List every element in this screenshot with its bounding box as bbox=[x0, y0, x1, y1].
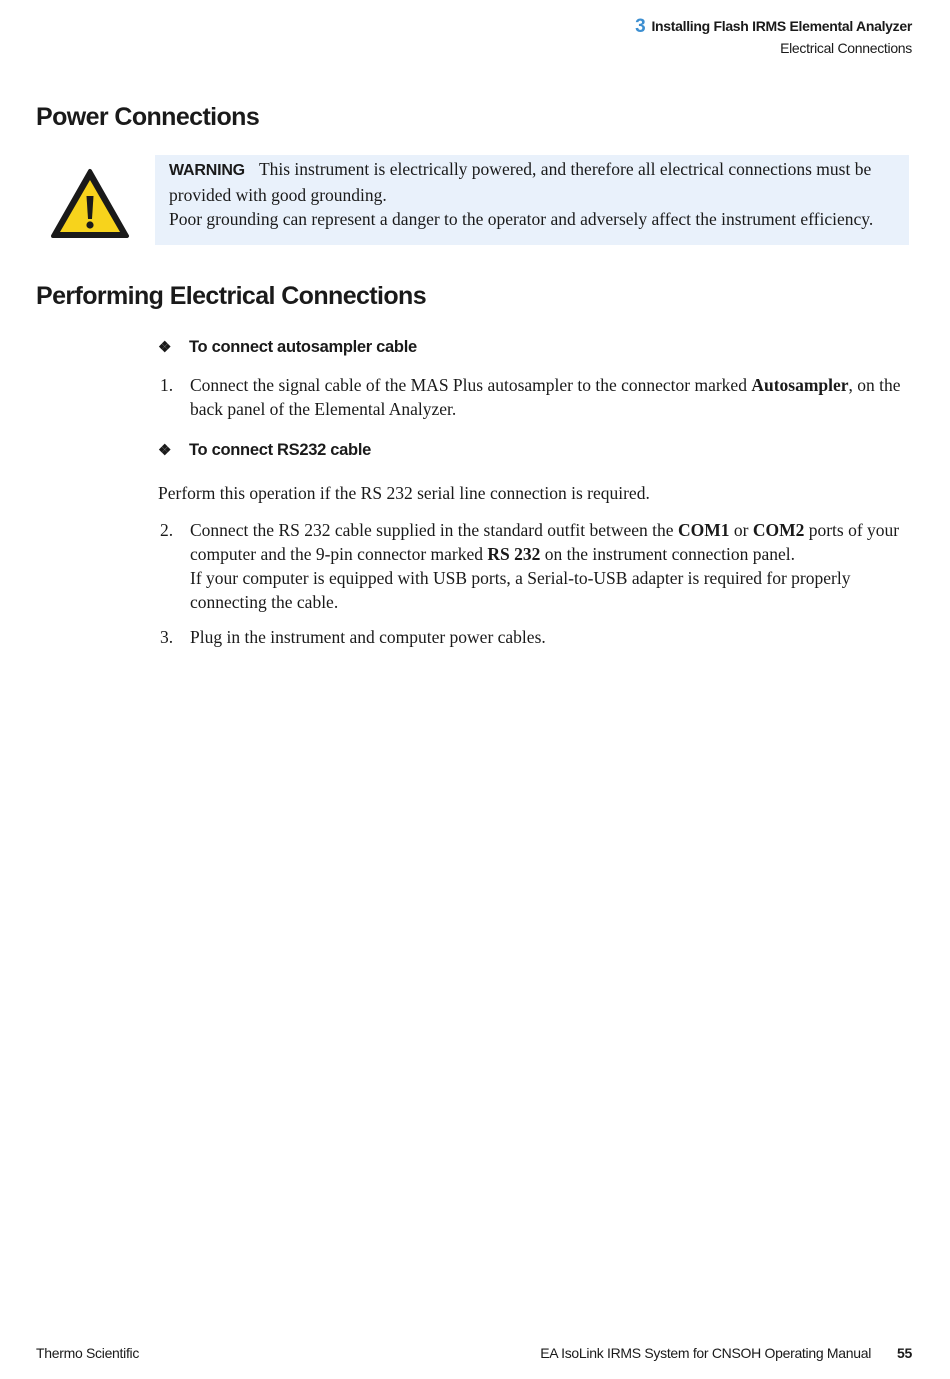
chapter-title: Installing Flash IRMS Elemental Analyzer bbox=[651, 18, 912, 34]
rs232-intro: Perform this operation if the RS 232 serial line connection is required. bbox=[158, 483, 650, 503]
port-label-com1: COM1 bbox=[677, 520, 730, 540]
page-number: 55 bbox=[897, 1345, 912, 1361]
warning-triangle-icon bbox=[50, 168, 130, 240]
port-label-com2: COM2 bbox=[752, 520, 805, 540]
step-number: 3. bbox=[160, 627, 174, 647]
step-text-part: Connect the RS 232 cable supplied in the standard outfit between the bbox=[190, 520, 678, 540]
step-1 bbox=[160, 373, 912, 421]
step-note: If your computer is equipped with USB ports, a Serial-to-USB adapter is required for properly connecting the cable. bbox=[190, 568, 851, 612]
step-text-part: ports of your computer and the 9-pin connector marked bbox=[190, 520, 900, 564]
footer-manual-title: EA IsoLink IRMS System for CNSOH Operating Manual bbox=[540, 1345, 872, 1361]
step-text-part: on the instrument connection panel. bbox=[540, 544, 796, 564]
warning-paragraph-1 bbox=[169, 157, 909, 207]
connector-label-rs232: RS 232 bbox=[487, 544, 541, 564]
step-number: 2. bbox=[160, 520, 174, 540]
chapter-header-line bbox=[635, 16, 912, 38]
step-2 bbox=[160, 518, 912, 614]
step-text bbox=[190, 373, 912, 421]
chapter-number: 3 bbox=[635, 16, 646, 37]
warning-label: WARNING bbox=[169, 162, 245, 179]
footer-manual bbox=[540, 1345, 912, 1361]
procedure-heading-autosampler bbox=[158, 338, 417, 357]
step-text-part: Connect the signal cable of the MAS Plus autosampler to the connector marked bbox=[190, 375, 752, 395]
step-number: 1. bbox=[160, 375, 174, 395]
connector-label-autosampler: Autosampler bbox=[751, 375, 849, 395]
performing-connections-heading: Performing Electrical Connections bbox=[36, 282, 427, 310]
procedure-heading-rs232 bbox=[158, 441, 371, 460]
footer-company: Thermo Scientific bbox=[36, 1345, 140, 1361]
warning-text-1: This instrument is electrically powered, and therefore all electrical connections must be provided with good grounding. bbox=[169, 159, 872, 205]
power-connections-heading: Power Connections bbox=[36, 103, 260, 131]
procedure-title: To connect RS232 cable bbox=[189, 441, 371, 459]
step-text-part: , on the back panel of the Elemental Analyzer. bbox=[190, 375, 901, 419]
step-text: Plug in the instrument and computer power cables. bbox=[190, 627, 546, 647]
running-header bbox=[635, 16, 912, 56]
step-text-part: or bbox=[729, 520, 753, 540]
diamond-bullet-icon: ❖ bbox=[158, 339, 172, 356]
step-text bbox=[190, 518, 912, 614]
warning-box bbox=[155, 155, 909, 245]
step-3 bbox=[160, 625, 912, 649]
step-text-line bbox=[190, 518, 912, 566]
warning-text-2: Poor grounding can represent a danger to the operator and adversely affect the instrument efficiency. bbox=[169, 209, 874, 229]
section-title: Electrical Connections bbox=[780, 40, 912, 56]
procedure-title: To connect autosampler cable bbox=[189, 338, 417, 356]
diamond-bullet-icon: ❖ bbox=[158, 442, 172, 459]
